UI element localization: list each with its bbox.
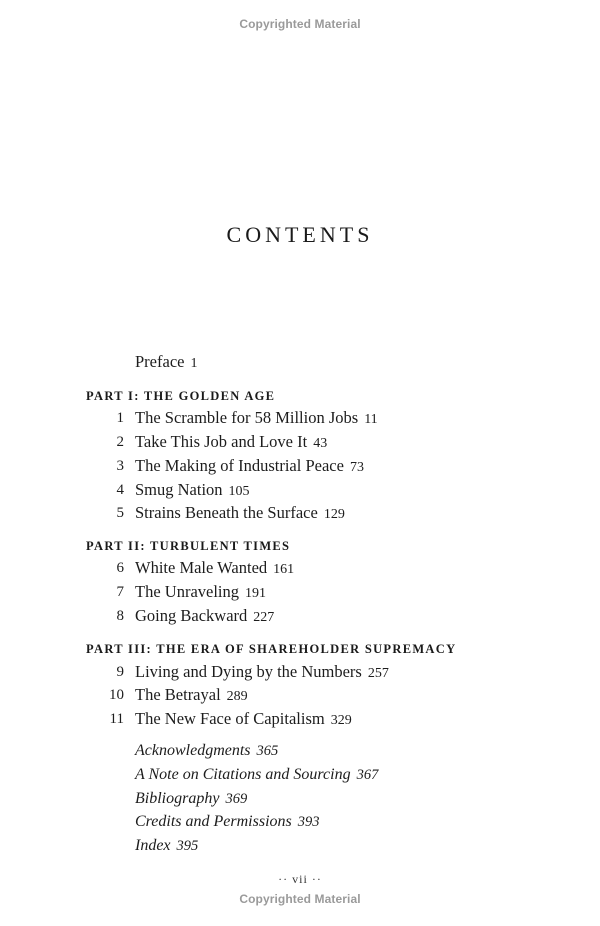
toc-entry-page: 257 <box>367 666 389 681</box>
toc-entry-chapter-7[interactable] <box>135 582 266 604</box>
toc-entry-chapter-6[interactable] <box>135 558 294 580</box>
toc-entry-page: 367 <box>356 767 379 783</box>
chapter-number: 2 <box>116 434 124 450</box>
toc-entry-preface[interactable] <box>135 352 197 374</box>
toc-entry-page: 161 <box>273 562 295 577</box>
chapter-number: 11 <box>109 711 124 727</box>
toc-entry-index[interactable] <box>135 836 198 856</box>
toc-entry-acknowledgments[interactable] <box>135 741 278 761</box>
toc-entry-title: Preface <box>135 352 185 371</box>
toc-entry-page: 369 <box>225 791 248 807</box>
toc-entry-page: 1 <box>190 356 198 371</box>
toc-entry-page: 329 <box>330 713 352 728</box>
toc-entry-page: 105 <box>228 484 250 499</box>
toc-entry-title: White Male Wanted <box>135 558 268 577</box>
toc-entry-chapter-3[interactable] <box>135 456 364 478</box>
toc-entry-chapter-8[interactable] <box>135 606 274 628</box>
toc-entry-page: 73 <box>349 460 364 475</box>
toc-entry-page: 43 <box>313 436 328 451</box>
toc-entry-page: 227 <box>253 610 275 625</box>
toc-entry-title: Strains Beneath the Surface <box>135 503 318 522</box>
toc-entry-title: Credits and Permissions <box>135 813 292 830</box>
toc-entry-page: 129 <box>323 507 345 522</box>
toc-entry-page: 11 <box>364 412 378 427</box>
toc-entry-chapter-1[interactable] <box>135 408 378 430</box>
toc-entry-title: Going Backward <box>135 606 248 625</box>
toc-entry-title: Bibliography <box>135 790 220 807</box>
part-heading-2: PART II: TURBULENT TIMES <box>86 539 291 553</box>
toc-entry-credits[interactable] <box>135 812 320 832</box>
toc-entry-chapter-11[interactable] <box>135 709 352 731</box>
toc-entry-title: Smug Nation <box>135 480 223 499</box>
toc-entry-title: The New Face of Capitalism <box>135 709 325 728</box>
copyright-watermark-bottom: Copyrighted Material <box>239 892 361 906</box>
part-heading-3: PART III: THE ERA OF SHAREHOLDER SUPREMACY <box>86 642 457 656</box>
toc-entry-bibliography[interactable] <box>135 789 247 809</box>
page-title: CONTENTS <box>226 222 374 247</box>
toc-entry-note-on-citations[interactable] <box>135 765 378 785</box>
toc-entry-title: Living and Dying by the Numbers <box>135 662 362 681</box>
chapter-number: 10 <box>109 687 124 703</box>
page-folio: ·· vii ·· <box>278 872 322 886</box>
chapter-number: 4 <box>116 482 124 498</box>
toc-entry-title: The Unraveling <box>135 582 240 601</box>
toc-entry-page: 191 <box>245 586 267 601</box>
toc-entry-title: A Note on Citations and Sourcing <box>135 766 351 783</box>
toc-entry-title: Take This Job and Love It <box>135 432 308 451</box>
toc-entry-page: 395 <box>176 838 199 854</box>
toc-entry-title: Acknowledgments <box>135 742 251 759</box>
chapter-number: 5 <box>116 505 124 521</box>
toc-entry-chapter-10[interactable] <box>135 685 248 707</box>
toc-entry-title: The Betrayal <box>135 685 221 704</box>
toc-entry-chapter-2[interactable] <box>135 432 327 454</box>
chapter-number: 1 <box>116 410 124 426</box>
chapter-number: 6 <box>116 560 124 576</box>
toc-entry-title: Index <box>135 837 171 854</box>
chapter-number: 9 <box>116 664 124 680</box>
toc-entry-chapter-9[interactable] <box>135 662 389 684</box>
chapter-number: 8 <box>116 608 124 624</box>
part-heading-1: PART I: THE GOLDEN AGE <box>86 389 276 403</box>
copyright-watermark-top: Copyrighted Material <box>239 17 361 31</box>
toc-entry-page: 365 <box>256 743 279 759</box>
chapter-number: 7 <box>116 584 124 600</box>
toc-entry-chapter-4[interactable] <box>135 480 250 502</box>
toc-entry-chapter-5[interactable] <box>135 503 345 525</box>
chapter-number: 3 <box>116 458 124 474</box>
toc-entry-page: 289 <box>226 689 248 704</box>
toc-entry-page: 393 <box>297 814 320 830</box>
toc-entry-title: The Scramble for 58 Million Jobs <box>135 408 359 427</box>
toc-entry-title: The Making of Industrial Peace <box>135 456 344 475</box>
